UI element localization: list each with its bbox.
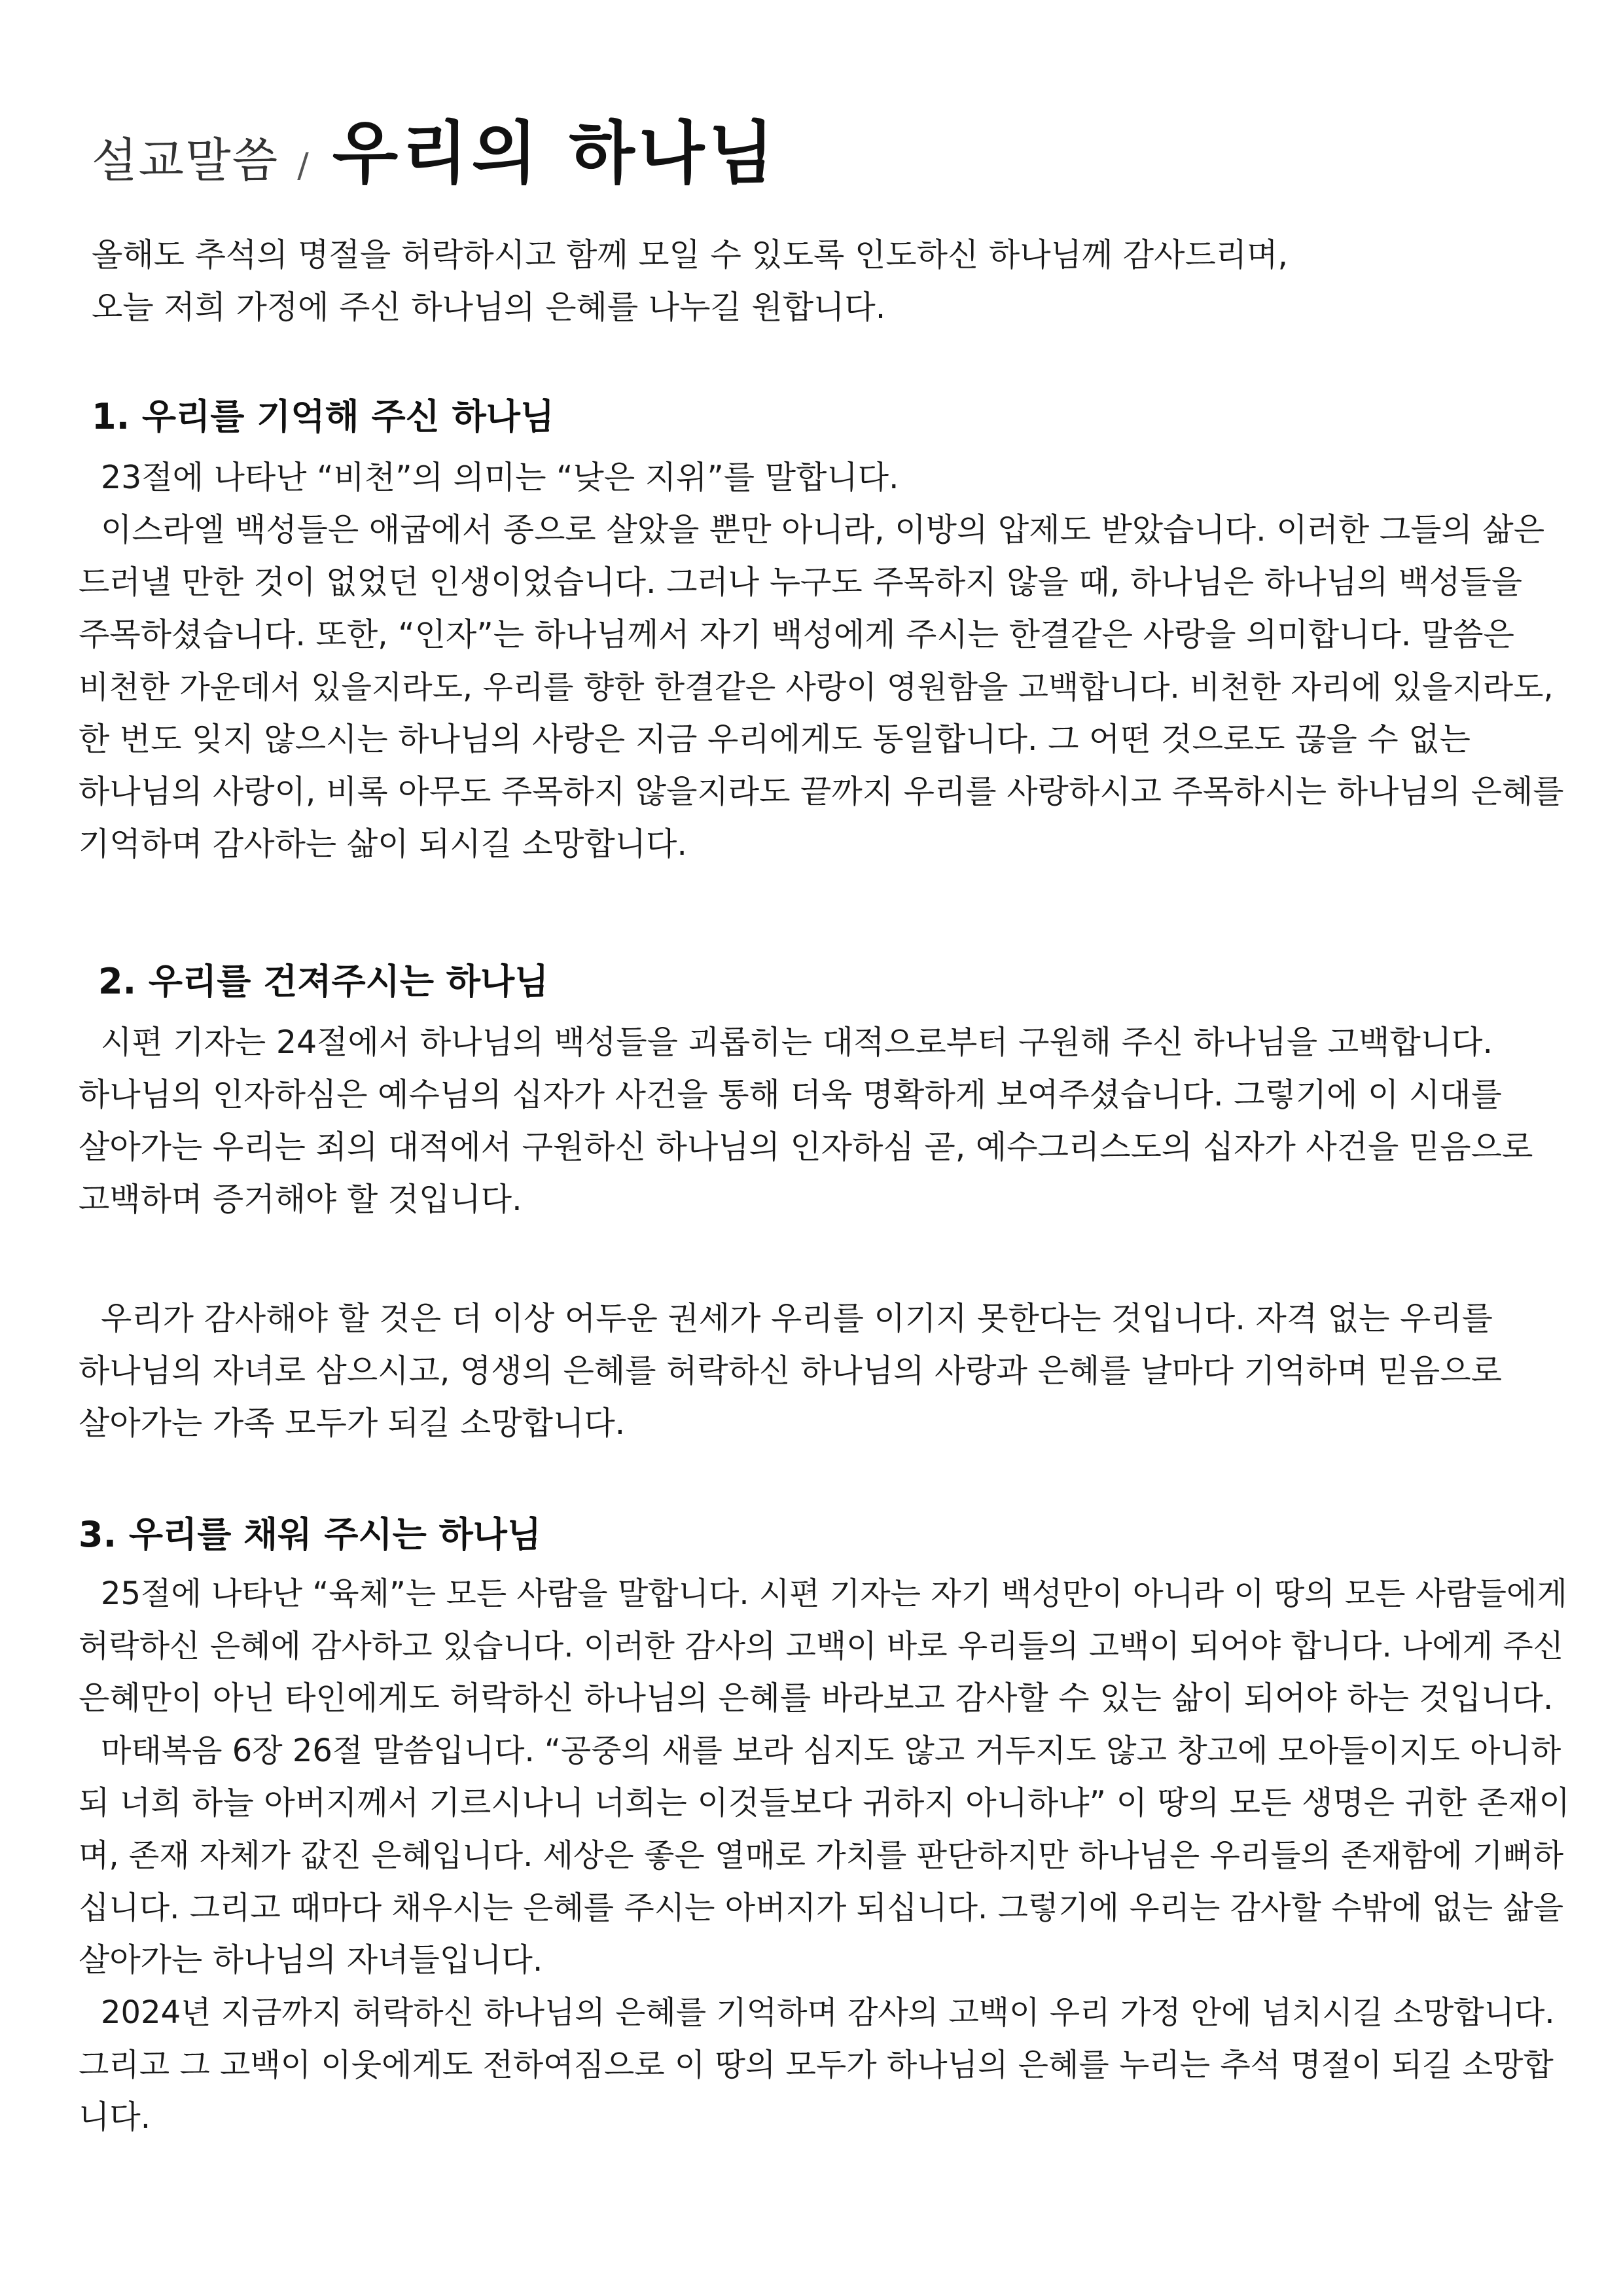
title-main: 우리의 하나님 <box>332 113 778 193</box>
body-line: 살아가는 가족 모두가 되길 소망합니다. <box>79 1405 626 1442</box>
body-line: 하나님의 사랑이, 비록 아무도 주목하지 않을지라도 끝까지 우리를 사랑하시고 주목하시는 하나님의 은혜를 <box>79 773 1564 810</box>
intro-line: 올해도 추석의 명절을 허락하시고 함께 모일 수 있도록 인도하신 하나님께 감사드리며, <box>92 236 1289 274</box>
body-line: 은혜만이 아닌 타인에게도 허락하신 하나님의 은혜를 바라보고 감사할 수 있는 삶이 되어야 하는 것입니다. <box>79 1679 1554 1717</box>
body-line: 하나님의 인자하심은 예수님의 십자가 사건을 통해 더욱 명확하게 보여주셨습니다. 그렇기에 이 시대를 <box>79 1076 1502 1113</box>
body-line: 23절에 나타난 “비천”의 의미는 “낮은 지위”를 말합니다. <box>101 459 899 496</box>
title-separator: / <box>297 146 309 185</box>
body-line: 비천한 가운데서 있을지라도, 우리를 향한 한결같은 사랑이 영원함을 고백합니다. 비천한 자리에 있을지라도, <box>79 669 1554 706</box>
body-line: 시편 기자는 24절에서 하나님의 백성들을 괴롭히는 대적으로부터 구원해 주신 하나님을 고백합니다. <box>101 1024 1493 1061</box>
body-line: 그리고 그 고백이 이웃에게도 전하여짐으로 이 땅의 모두가 하나님의 은혜를 누리는 추석 명절이 되길 소망합 <box>79 2047 1554 2083</box>
body-line: 니다. <box>79 2098 151 2136</box>
section-heading: 1. 우리를 기억해 주신 하나님 <box>92 396 555 437</box>
body-line: 허락하신 은혜에 감사하고 있습니다. 이러한 감사의 고백이 바로 우리들의 고백이 되어야 합니다. 나에게 주신 <box>79 1628 1564 1664</box>
body-line: 이스라엘 백성들은 애굽에서 종으로 살았을 뿐만 아니라, 이방의 압제도 받았습니다. 이러한 그들의 삶은 <box>101 511 1545 548</box>
intro-line: 오늘 저희 가정에 주신 하나님의 은혜를 나누길 원합니다. <box>92 289 886 326</box>
body-line: 드러낼 만한 것이 없었던 인생이었습니다. 그러나 누구도 주목하지 않을 때, 하나님은 하나님의 백성들을 <box>79 564 1523 601</box>
body-line: 기억하며 감사하는 삶이 되시길 소망합니다. <box>79 825 687 863</box>
section-body <box>79 452 1564 870</box>
section-body <box>79 1293 1551 1450</box>
body-line: 2024년 지금까지 허락하신 하나님의 은혜를 기억하며 감사의 고백이 우리 가정 안에 넘치시길 소망합니다. <box>101 1994 1555 2031</box>
body-line: 십니다. 그리고 때마다 채우시는 은혜를 주시는 아버지가 되십니다. 그렇기에 우리는 감사할 수밖에 없는 삶을 <box>79 1890 1564 1926</box>
page-title <box>92 98 778 193</box>
intro-paragraph <box>92 229 1564 334</box>
body-line: 며, 존재 자체가 값진 은혜입니다. 세상은 좋은 열매로 가치를 판단하지만 하나님은 우리들의 존재함에 기뻐하 <box>79 1837 1564 1874</box>
body-line: 고백하며 증거해야 할 것입니다. <box>79 1181 522 1218</box>
section-body <box>79 1016 1551 1226</box>
body-line: 주목하셨습니다. 또한, “인자”는 하나님께서 자기 백성에게 주시는 한결같은 사랑을 의미합니다. 말씀은 <box>79 616 1514 653</box>
body-line: 우리가 감사해야 할 것은 더 이상 어두운 권세가 우리를 이기지 못한다는 것입니다. 자격 없는 우리를 <box>101 1300 1493 1337</box>
section-body <box>79 1568 1570 2144</box>
body-line: 마태복음 6장 26절 말씀입니다. “공중의 새를 보라 심지도 않고 거두지도 않고 창고에 모아들이지도 아니하 <box>101 1732 1561 1769</box>
body-line: 살아가는 하나님의 자녀들입니다. <box>79 1941 543 1979</box>
body-line: 25절에 나타난 “육체”는 모든 사람을 말합니다. 시편 기자는 자기 백성만이 아니라 이 땅의 모든 사람들에게 <box>101 1575 1567 1612</box>
body-line: 살아가는 우리는 죄의 대적에서 구원하신 하나님의 인자하심 곧, 예수그리스도의 십자가 사건을 믿음으로 <box>79 1128 1533 1166</box>
body-line: 하나님의 자녀로 삼으시고, 영생의 은혜를 허락하신 하나님의 사랑과 은혜를 날마다 기억하며 믿음으로 <box>79 1352 1502 1390</box>
section-heading: 3. 우리를 채워 주시는 하나님 <box>79 1514 542 1555</box>
title-prefix: 설교말씀 <box>92 133 279 188</box>
body-line: 한 번도 잊지 않으시는 하나님의 사랑은 지금 우리에게도 동일합니다. 그 어떤 것으로도 끊을 수 없는 <box>79 721 1471 758</box>
body-line: 되 너희 하늘 아버지께서 기르시나니 너희는 이것들보다 귀하지 아니하냐” 이 땅의 모든 생명은 귀한 존재이 <box>79 1784 1570 1821</box>
section-heading: 2. 우리를 건져주시는 하나님 <box>98 961 549 1002</box>
